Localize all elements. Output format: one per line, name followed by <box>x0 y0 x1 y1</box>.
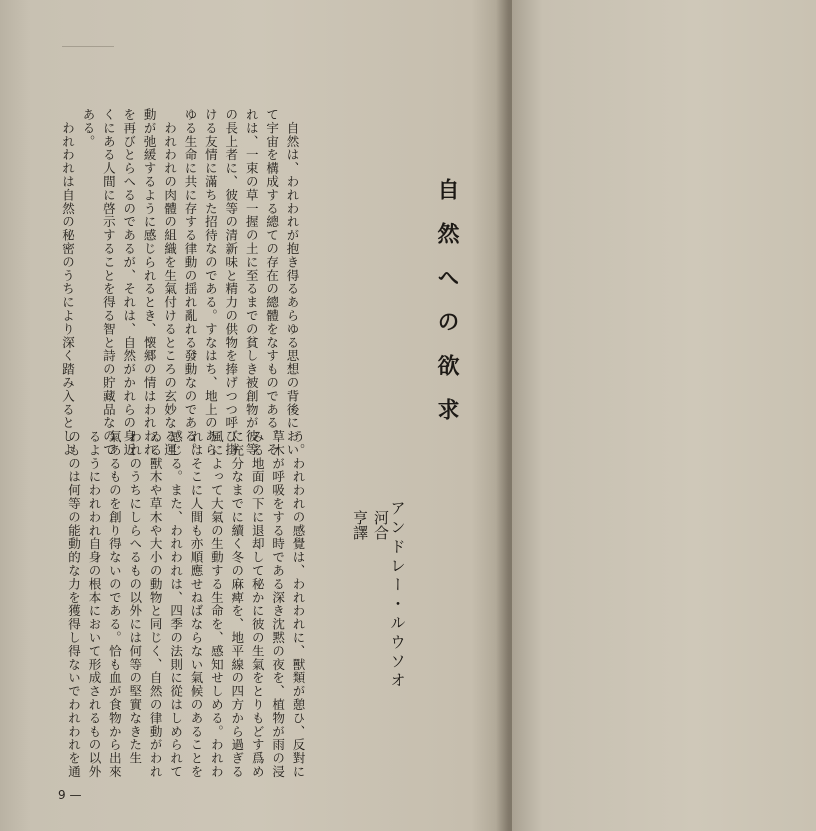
body-text-upper <box>56 108 302 457</box>
text-column: われわれの肉體の組織を生氣付けるところの玄妙なる運 <box>162 108 178 457</box>
text-column: を再びとらへるのであるが、それは、自然がかれらの身近 <box>121 108 137 457</box>
translator-credit <box>350 510 392 544</box>
article-title: 自然への欲求 <box>434 178 460 442</box>
text-column: 氣あるものを創り得ないのである。恰も血が食物から出來 <box>107 430 123 779</box>
text-column: のものは何等の能動的な力を獲得し得ないでわれわれを通 <box>66 430 82 779</box>
text-column: ゐる獸木や草木や大小の動物と同じく、自然の律動がわれ <box>148 430 164 779</box>
text-column: 動が弛緩するように感じられるとき、懐郷の情はわれわれ <box>142 108 158 457</box>
header-rule <box>62 46 114 47</box>
text-column: ゆる生命に共に存する律動の揺れ亂れる發動なのである。 <box>182 108 198 457</box>
text-column: 風によって大氣の生動する生命を、感知せしめる。われわ <box>209 430 225 779</box>
text-column: ける友情に滿ちた招待なのである。すなはち、地上のあら <box>203 108 219 457</box>
text-column: われわれは自然の秘密のうちにより深く踏み入るとしよ <box>60 108 76 457</box>
text-column: るようにわれわれ自身の根本において形成されるもの以外 <box>86 430 102 779</box>
page-number: 9 — <box>58 788 82 802</box>
text-column: う。われわれの感覺は、われわれに、獸類が憩ひ、反對に <box>291 430 306 779</box>
author-name: アンドレー・ルウソオ <box>388 500 406 691</box>
text-column: れは、一束の草一握の土に至るまでの貧しき被創物が彼等 <box>244 108 260 457</box>
text-column: 自然は、われわれが抱き得るあらゆる思想の背後におい <box>285 108 300 457</box>
text-column: て宇宙を構成する總ての存在の總體をなすものである。そ <box>264 108 280 457</box>
translator-given-name: 亨 <box>351 510 369 525</box>
text-column: に充分なまでに續く冬の麻痺を、地平線の四方から過ぎる <box>229 430 245 779</box>
body-text-lower <box>60 430 308 779</box>
text-column: われのうちにしらへるもの以外には何等の堅實なきた生 <box>127 430 143 765</box>
text-column: の長上者に、彼等の清新味と精力の供物を捧げつつ呼び掛 <box>223 108 239 457</box>
translator-role: 譯 <box>351 525 369 540</box>
right-page-blank <box>512 0 816 831</box>
text-column: ある。 <box>80 108 96 149</box>
text-column: くにある人間に啓示することを得る智と詩の貯藏品なので <box>101 108 117 457</box>
translator-surname: 河合 <box>372 510 390 540</box>
text-column: みる地面の下に退却して秘かに彼の生氣をとりもどす爲め <box>250 430 266 779</box>
text-column: 草木が呼吸をする時である深き沈黙の夜を、植物が雨の浸 <box>270 430 286 779</box>
text-column: れはそこに人間も亦順應せねばならない氣候のあることを <box>188 430 204 779</box>
text-column: 感じる。また、われわれは、四季の法則に從はしめられて <box>168 430 184 779</box>
